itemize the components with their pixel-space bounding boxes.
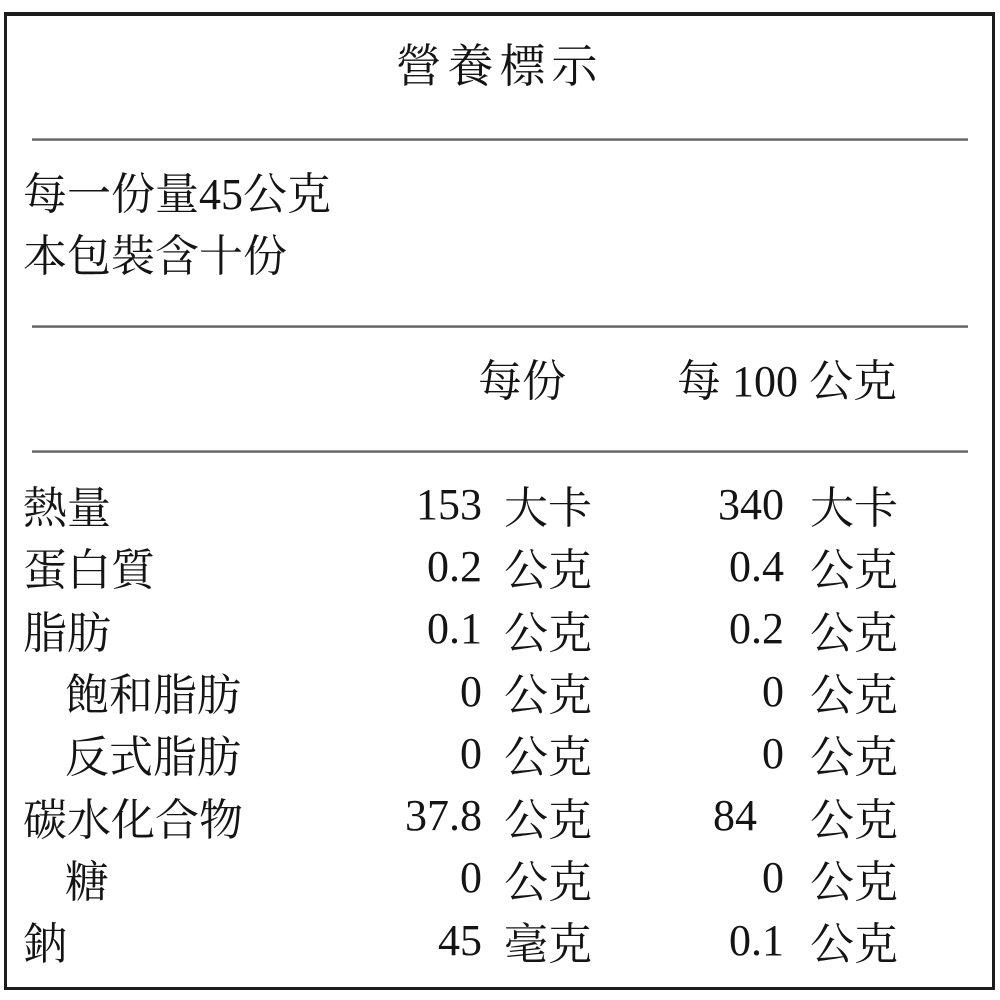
per-serving-value: 0 [460,666,482,716]
nutrient-row-sodium [7,909,992,971]
per-serving-unit: 公克 [504,733,592,783]
per-100g-unit: 公克 [810,857,898,907]
per-100g-value: 0.4 [729,541,784,591]
nutrient-name: 鈉 [23,920,67,970]
per-serving-value: 45 [438,915,482,965]
per-100g-unit: 公克 [810,733,898,783]
per-serving-unit: 毫克 [504,920,592,970]
per-100g-value: 340 [718,479,784,529]
nutrient-row-calories [7,473,992,535]
per-100g-value: 0 [762,666,784,716]
per-serving-unit: 公克 [504,671,592,721]
per-100g-unit: 公克 [810,795,898,845]
nutrient-name: 反式脂肪 [65,733,241,783]
per-serving-unit: 公克 [504,546,592,596]
nutrient-row-sugar [7,847,992,909]
per-serving-value: 37.8 [405,791,482,841]
per-100g-unit: 公克 [810,671,898,721]
per-100g-value: 0 [762,728,784,778]
per-serving-unit: 公克 [504,857,592,907]
nutrient-row-saturated-fat [7,660,992,722]
nutrient-name: 脂肪 [23,608,111,658]
column-header-per-100g: 每 100 公克 [677,357,897,406]
per-100g-unit: 公克 [810,920,898,970]
divider-under-title [32,138,968,141]
per-serving-value: 0 [460,853,482,903]
per-100g-value: 0.1 [729,915,784,965]
nutrient-row-protein [7,535,992,597]
nutrient-name: 糖 [65,857,109,907]
per-serving-unit: 公克 [504,795,592,845]
per-100g-unit: 公克 [810,546,898,596]
nutrient-name: 飽和脂肪 [65,671,241,721]
divider-under-column-headers [32,450,968,453]
per-serving-unit: 大卡 [504,484,592,534]
column-header-row [7,351,992,413]
per-100g-value: 84 [713,791,757,841]
servings-per-package-line: 本包裝含十份 [23,232,287,281]
nutrient-name: 碳水化合物 [23,795,243,845]
per-serving-value: 0.1 [427,604,482,654]
per-serving-value: 153 [416,479,482,529]
per-100g-value: 0.2 [729,604,784,654]
per-100g-value: 0 [762,853,784,903]
per-100g-unit: 大卡 [810,484,898,534]
column-header-per-serving: 每份 [478,357,566,406]
per-serving-unit: 公克 [504,608,592,658]
serving-size-line: 每一份量45公克 [23,170,331,219]
per-100g-unit: 公克 [810,608,898,658]
nutrient-row-fat [7,598,992,660]
label-title: 營養標示 [395,41,604,92]
per-serving-value: 0 [460,728,482,778]
divider-under-serving-info [32,325,968,328]
nutrient-name: 熱量 [23,484,111,534]
nutrition-table [7,473,992,971]
nutrient-name: 蛋白質 [23,546,155,596]
nutrition-label-panel [4,12,995,990]
per-serving-value: 0.2 [427,541,482,591]
nutrient-row-carbohydrate [7,784,992,846]
nutrient-row-trans-fat [7,722,992,784]
